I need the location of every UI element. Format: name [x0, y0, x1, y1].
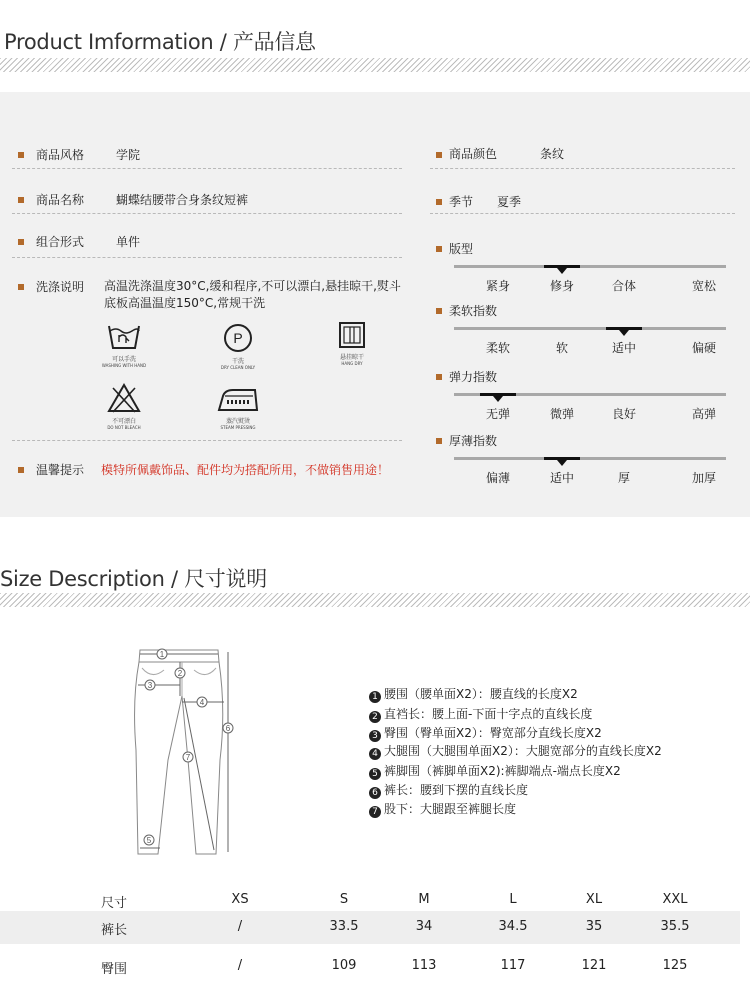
care-caption-cn: 可以手洗 [111, 356, 136, 363]
scale-option: 加厚 [691, 471, 717, 485]
table-cell: 裤长 [100, 923, 128, 938]
combination-label: 组合形式 [36, 235, 85, 249]
scale-label: 厚薄指数 [449, 434, 498, 448]
notice-label: 温馨提示 [36, 463, 85, 477]
care-icon-dryclean [208, 322, 268, 370]
legend-text: 直裆长：腰上面-下面十字点的直线长度 [384, 707, 593, 721]
bullet-icon [436, 438, 442, 444]
diagram-number-4: 4 [199, 698, 205, 707]
scale-label: 版型 [449, 242, 474, 256]
diagram-number-6: 6 [225, 724, 231, 733]
row-divider [430, 213, 735, 214]
scale-option: 合体 [611, 279, 637, 293]
scale-option: 紧身 [485, 279, 511, 293]
bullet-icon [436, 246, 442, 252]
title-hatch-divider [0, 593, 750, 607]
bullet-icon [18, 467, 24, 473]
care-icon-hangdry [322, 320, 382, 366]
table-cell: 臀围 [100, 962, 128, 977]
care-icon-nobleach [94, 382, 154, 430]
legend-number: 1 [369, 691, 381, 703]
legend-number: 3 [369, 730, 381, 742]
size-title: Size Description / 尺寸说明 [0, 567, 267, 591]
color-value: 条纹 [540, 147, 565, 161]
season-value: 夏季 [497, 195, 522, 209]
diagram-number-3: 3 [147, 681, 153, 690]
name-label: 商品名称 [36, 193, 85, 207]
scale-option: 柔软 [485, 341, 511, 355]
scale-pointer-icon [619, 330, 629, 336]
product-info-title: Product Imformation / 产品信息 [4, 30, 316, 54]
care-caption-cn: 悬挂晾干 [339, 354, 364, 361]
no-bleach-icon [107, 382, 141, 414]
scale-option: 无弹 [485, 407, 511, 421]
scale-option: 偏硬 [691, 341, 717, 355]
care-caption-en: HANG DRY [341, 361, 363, 366]
care-caption-en: DRY CLEAN ONLY [220, 365, 256, 370]
row-divider [12, 440, 402, 441]
name-value: 蝴蝶结腰带合身条纹短裤 [116, 193, 249, 207]
bullet-icon [18, 239, 24, 245]
season-label: 季节 [449, 195, 474, 209]
table-cell: / [237, 958, 243, 973]
legend-item [369, 685, 578, 703]
wash-30-icon [107, 322, 141, 352]
table-cell: 121 [581, 958, 607, 973]
notice-text: 模特所佩戴饰品、配件均为搭配所用，不做销售用途！ [101, 463, 390, 477]
legend-number: 6 [369, 787, 381, 799]
table-cell: 117 [500, 958, 526, 973]
scale-track [454, 327, 726, 330]
legend-number: 5 [369, 768, 381, 780]
care-icon-steam [208, 384, 268, 430]
scale-option: 修身 [549, 279, 575, 293]
scale-option: 厚 [617, 471, 631, 485]
care-caption-cn: 蒸汽熨烫 [225, 418, 250, 425]
table-header-cell: XL [585, 892, 603, 907]
legend-number: 4 [369, 748, 381, 760]
bullet-icon [18, 152, 24, 158]
bullet-icon [436, 308, 442, 314]
scale-option: 良好 [611, 407, 637, 421]
scale-pointer-icon [493, 396, 503, 402]
bullet-icon [18, 197, 24, 203]
legend-item [369, 742, 662, 760]
legend-item [369, 800, 516, 818]
legend-item [369, 705, 592, 723]
style-value: 学院 [116, 148, 141, 162]
care-caption-en: STEAM PRESSING [220, 425, 256, 430]
bullet-icon [436, 374, 442, 380]
dry-clean-glyph: P [233, 330, 243, 346]
legend-item [369, 724, 602, 742]
legend-number: 2 [369, 711, 381, 723]
legend-text: 裤长：腰到下摆的直线长度 [384, 783, 529, 797]
legend-text: 腰围（腰单面X2）：腰直线的长度X2 [384, 687, 578, 701]
legend-text: 股下：大腿跟至裤腿长度 [384, 802, 517, 816]
legend-item [369, 781, 528, 799]
legend-text: 大腿围（大腿围单面X2）：大腿宽部分的直线长度X2 [384, 744, 662, 758]
scale-option: 宽松 [691, 279, 717, 293]
table-cell: 33.5 [329, 919, 359, 934]
table-cell: 109 [331, 958, 357, 973]
wash-instructions: 高温洗涤温度30°C,缓和程序,不可以漂白,悬挂晾干,熨斗底板高温温度150°C,常规干洗 [104, 279, 401, 310]
scale-pointer-icon [557, 268, 567, 274]
care-caption-en: DO NOT BLEACH [107, 425, 141, 430]
row-divider [12, 168, 402, 169]
bullet-icon [436, 152, 442, 158]
table-header-cell: 尺寸 [100, 896, 128, 911]
legend-text: 臀围（臀单面X2）：臀宽部分直线长度X2 [384, 726, 602, 740]
scale-option: 微弹 [549, 407, 575, 421]
care-caption-cn: 干洗 [231, 358, 244, 365]
table-cell: 35 [585, 919, 603, 934]
wash-label: 洗涤说明 [36, 280, 85, 294]
scale-option: 软 [555, 341, 569, 355]
table-cell: 125 [662, 958, 688, 973]
table-header-cell: XXL [662, 892, 688, 907]
diagram-number-7: 7 [185, 753, 191, 762]
legend-text: 裤脚围（裤脚单面X2):裤脚端点-端点长度X2 [384, 764, 621, 778]
title-hatch-divider [0, 58, 750, 72]
table-cell: 34 [415, 919, 433, 934]
table-header-cell: S [339, 892, 349, 907]
scale-track [454, 265, 726, 268]
table-header-cell: XS [231, 892, 249, 907]
scale-label: 柔软指数 [449, 304, 498, 318]
legend-item [369, 762, 621, 780]
diagram-number-1: 1 [159, 650, 165, 659]
scale-option: 适中 [611, 341, 637, 355]
care-icon-wash [94, 322, 154, 368]
table-cell: 34.5 [498, 919, 528, 934]
care-caption-cn: 不可漂白 [111, 418, 136, 425]
row-divider [430, 168, 735, 169]
steam-iron-icon [215, 384, 261, 414]
style-label: 商品风格 [36, 148, 85, 162]
table-row [0, 911, 740, 944]
bullet-icon [436, 199, 442, 205]
dry-clean-p-icon [222, 322, 254, 354]
diagram-number-2: 2 [177, 669, 183, 678]
table-header-cell: M [418, 892, 430, 907]
table-cell: 113 [411, 958, 437, 973]
scale-track [454, 457, 726, 460]
scale-option: 偏薄 [485, 471, 511, 485]
bullet-icon [18, 284, 24, 290]
hang-dry-icon [337, 320, 367, 350]
scale-label: 弹力指数 [449, 370, 498, 384]
table-row [0, 950, 740, 983]
scale-option: 适中 [549, 471, 575, 485]
scale-option: 高弹 [691, 407, 717, 421]
table-cell: 35.5 [660, 919, 690, 934]
diagram-number-5: 5 [146, 836, 152, 845]
table-cell: / [237, 919, 243, 934]
legend-number: 7 [369, 806, 381, 818]
care-caption-en: WASHING WITH HAND [101, 363, 147, 368]
color-label: 商品颜色 [449, 147, 498, 161]
combination-value: 单件 [116, 235, 141, 249]
pants-measurement-diagram [120, 640, 250, 865]
row-divider [12, 213, 402, 214]
table-header-cell: L [509, 892, 517, 907]
row-divider [12, 257, 402, 258]
scale-pointer-icon [557, 460, 567, 466]
